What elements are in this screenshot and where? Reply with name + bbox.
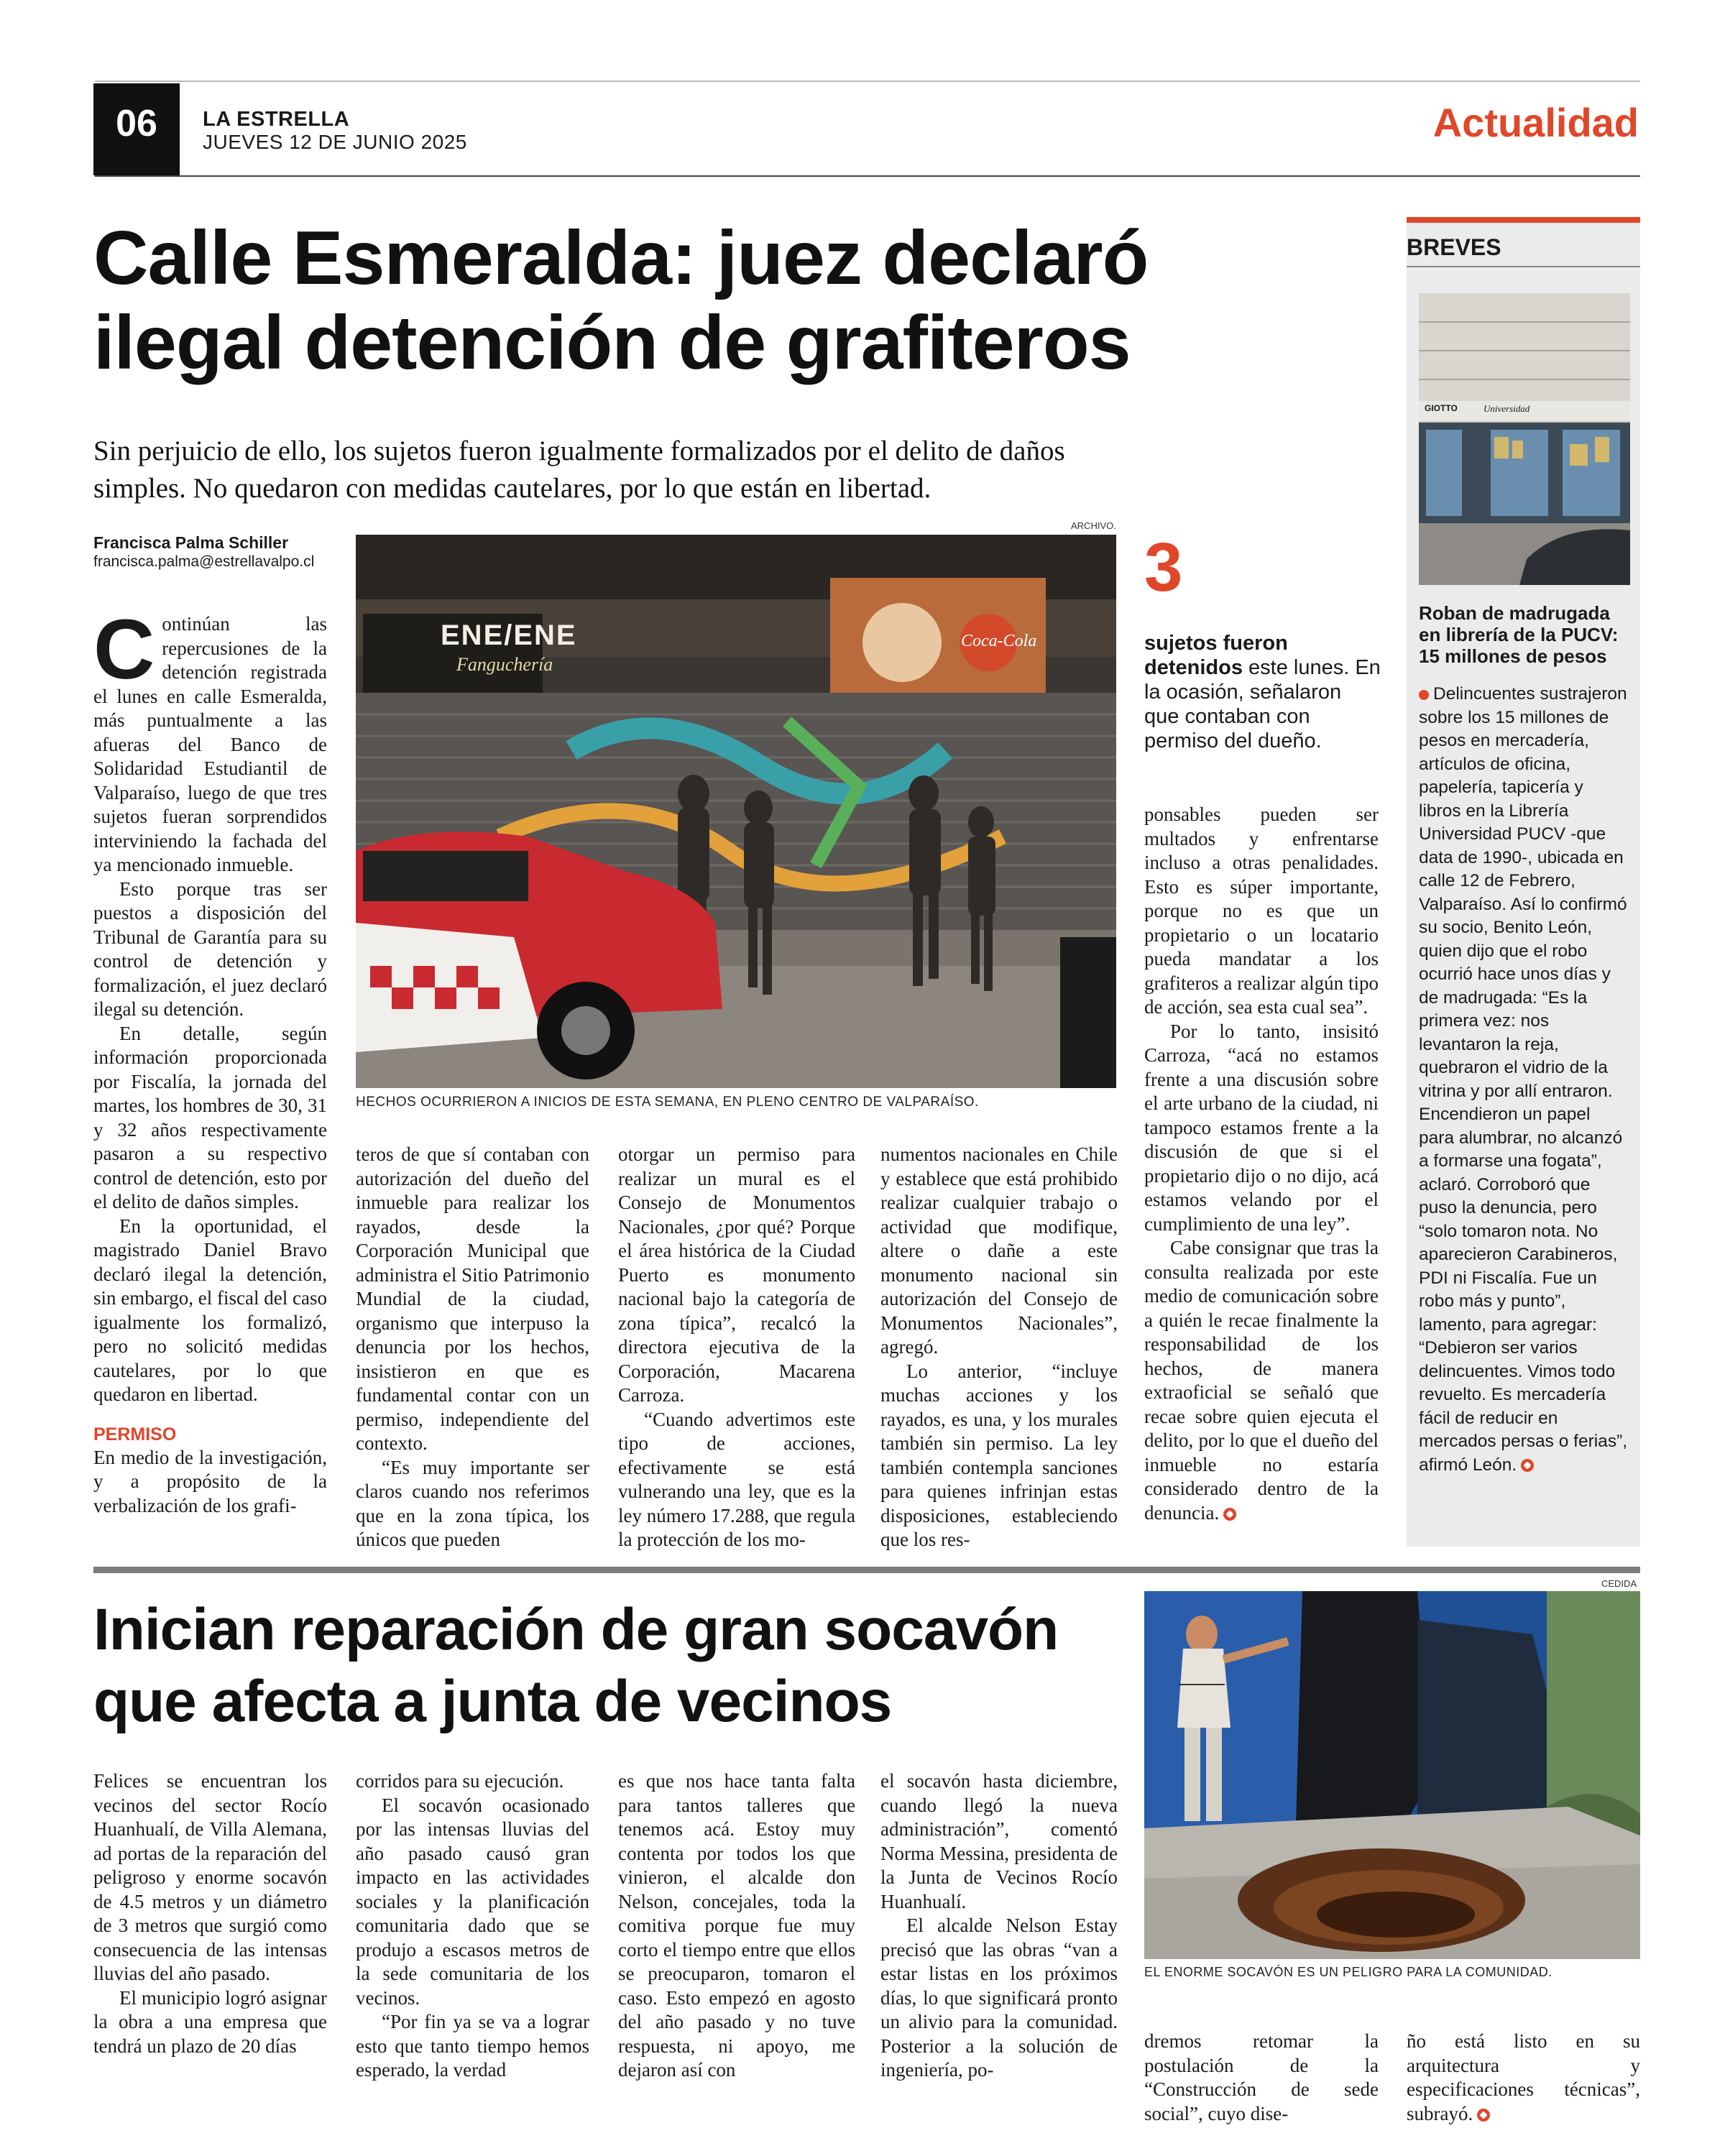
a1-col4-p1: numentos nacionales en Chile y establece que está prohibido realizar cualquier trabajo o actividad que modifique, altere o dañe a este monumento nacional sin autorización del Consejo de Monumentos Nacionales”, agregó.	[880, 1143, 1118, 1358]
stat-text	[1144, 631, 1381, 753]
photo-2	[1144, 1591, 1640, 1959]
headline-1-line1: Calle Esmeralda: juez declaró	[93, 216, 1149, 300]
deck-1-line1: Sin perjuicio de ello, los sujetos fueron igualmente formalizados por el delito de daños	[93, 436, 1065, 466]
author-email: francisca.palma@estrellavalpo.cl	[93, 553, 315, 570]
headline-2	[93, 1594, 1058, 1738]
dropcap: C	[93, 612, 155, 697]
breves-body-text: Delincuentes sustrajeron sobre los 15 millones de pesos en mercadería, artículos de oficina, papelería, tapicería y libros en la Librería Universidad PUCV -que data de 1990-, ubicada en calle 12 de Febrero, Valparaíso. Así lo confirmó su socio, Benito León, quien dijo que el robo ocurrió hace unos días y de madrugada: “Es la primera vez: nos levantaron la reja, quebraron el vidrio de la vitrina y por allí entraron. Encendieron un papel para alumbrar, no alcanzó a formarse una fogata”, aclaró. Corroboró que puso la denuncia, pero “solo tomaron nota. No aparecieron Carabineros, PDI ni Fiscalía. Fue un robo más y punto”, lamento, para agregar: “Debieron ser varios delincuentes. Vimos todo revuelto. Es mercadería fácil de reducir en mercados persas o ferias”, afirmó León.	[1419, 684, 1628, 1475]
article-1-column-4	[880, 1143, 1118, 1560]
a1-col2-p1: teros de que sí contaban con autorización del dueño del inmueble para realizar los rayados, desde la Corporación Municipal que administra el Sitio Patrimonio Mundial de la ciudad, organismo que interpuso la denuncia por los hechos, insistieron en que es fundamental contar con un permiso, independiente del contexto.	[356, 1143, 589, 1454]
headline-2-line2: que afecta a junta de vecinos	[93, 1669, 892, 1734]
photo-1-credit: ARCHIVO.	[1071, 520, 1116, 531]
deck-1	[93, 433, 1065, 507]
breves-end-icon	[1521, 1459, 1534, 1472]
breves-sign-1: GIOTTO	[1425, 403, 1458, 413]
a1-col1-p4: En la oportunidad, el magistrado Daniel Bravo declaró ilegal la detención, sin embargo, el fiscal del caso igualmente los formalizó, pero no solicitó medidas cautelares, por lo que quedaron en libertad.	[93, 1215, 327, 1405]
a2-col4-p1: el socavón hasta diciembre, cuando llegó la nueva administración”, comentó Norma Messina, presidenta de la Junta de Vecinos Rocío Huanhualí.	[880, 1770, 1118, 1912]
photo-2-credit: CEDIDA	[1601, 1578, 1637, 1589]
article-2-column-6	[1407, 2030, 1640, 2145]
section-divider	[93, 1567, 1640, 1573]
bookstore-illustration	[1419, 293, 1630, 585]
article-2-column-4	[880, 1769, 1118, 2143]
a2-col6-p1-text: ño está listo en su arquitectura y especificaciones técnicas”, subrayó.	[1407, 2030, 1640, 2124]
article-1-column-2	[356, 1143, 589, 1560]
photo-1-sign: ENE/ENE	[441, 619, 577, 651]
article-2-column-1	[93, 1769, 327, 2143]
issue-date: JUEVES 12 DE JUNIO 2025	[203, 131, 467, 153]
a2-col5-p1: dremos retomar la postulación de la “Construcción de sede social”, cuyo dise-	[1144, 2030, 1379, 2124]
a2-col1-p1: Felices se encuentran los vecinos del sector Rocío Huanhualí, de Villa Alemana, ad portas de la reparación del peligroso y enorme socavón de 4.5 metros y un diámetro de 3 metros que surgió como consecuencia de las intensas lluvias del año pasado.	[93, 1770, 327, 1984]
section-name: Actualidad	[1432, 100, 1639, 145]
photo-1-sign2: Coca-Cola	[961, 632, 1037, 650]
a2-col4-p2: El alcalde Nelson Estay precisó que las obras “van a estar listas en los próximos días, lo que significará pronto un alivio para la comunidad. Posterior a la solución de ingeniería, po-	[880, 1915, 1118, 2081]
breves-label-rule	[1407, 266, 1640, 267]
page-number: 06	[116, 103, 157, 144]
article-1-column-5	[1144, 803, 1379, 1557]
stat-text-bold: sujetos fueron detenidos	[1144, 632, 1288, 679]
article-2-column-3	[618, 1769, 855, 2143]
article-end-icon	[1223, 1508, 1236, 1521]
photo-1	[356, 535, 1116, 1088]
breves-sign-2: Universidad	[1484, 403, 1530, 414]
a1-col3-p2: “Cuando advertimos este tipo de acciones, efectivamente se está vulnerando una ley, que es la ley número 17.288, que regula la protección de los mo-	[618, 1408, 855, 1550]
breves-photo	[1419, 293, 1630, 585]
headline-1	[93, 216, 1148, 385]
stat-text-rest: este lunes. En la ocasión, señalaron que contaban con permiso del dueño.	[1144, 656, 1381, 752]
a2-col2-p2: El socavón ocasionado por las intensas lluvias del año pasado causó gran impacto en las actividades sociales y la planificación comunitaria dado que se produjo a escasos metros de la sede comunitaria de los vecinos.	[356, 1794, 589, 2009]
a1-col3-p1: otorgar un permiso para realizar un mural es el Consejo de Monumentos Nacionales, ¿por qué? Porque el área histórica de la Ciudad Puerto es monumento nacional bajo la categoría de zona típica”, recalcó la directora ejecutiva de la Corporación, Macarena Carroza.	[618, 1143, 855, 1406]
author-name: Francisca Palma Schiller	[93, 533, 289, 552]
article-2-end-icon	[1477, 2109, 1490, 2122]
headline-2-line1: Inician reparación de gran socavón	[93, 1597, 1059, 1662]
article-2-column-5	[1144, 2030, 1379, 2145]
breves-body	[1419, 683, 1630, 1538]
a2-col3-p1: es que nos hace tanta falta para tantos talleres que tenemos acá. Estoy muy contenta por todos los que vinieron, el alcalde don Nelson, concejales, toda la comitiva porque fue muy corto el tiempo entre que ellos se preocuparon, tomaron el caso. Esto empezó en agosto del año pasado y no tuve respuesta, ni apoyo, me dejaron así con	[618, 1770, 855, 2081]
a1-col4-p2: Lo anterior, “incluye muchas acciones y los rayados, es una, y los murales también sin permiso. La ley también contempla sanciones para quienes infrinjan estas disposiciones, estableciendo que los res-	[880, 1360, 1118, 1550]
breves-label: BREVES	[1407, 234, 1501, 260]
a2-col1-p2: El municipio logró asignar la obra a una empresa que tendrá un plazo de 20 días	[93, 1986, 327, 2057]
deck-1-line2: simples. No quedaron con medidas cautelares, por lo que están en libertad.	[93, 473, 932, 504]
header-bottom-rule	[95, 175, 1640, 177]
a1-col5-p3	[1144, 1236, 1379, 1525]
header-top-rule	[95, 80, 1640, 82]
photo-2-caption: EL ENORME SOCAVÓN ES UN PELIGRO PARA LA COMUNIDAD.	[1144, 1965, 1552, 1979]
paper-name: LA ESTRELLA	[203, 108, 350, 131]
photo-1-caption: HECHOS OCURRIERON A INICIOS DE ESTA SEMANA, EN PLENO CENTRO DE VALPARAÍSO.	[356, 1095, 979, 1110]
article-2-column-2	[356, 1769, 589, 2143]
a1-col1-p5: En medio de la investigación, y a propósito de la verbalización de los grafi-	[93, 1446, 327, 1516]
a1-col1-p1: ontinúan las repercusiones de la detención registrada el lunes en calle Esmeralda, más puntualmente a las afueras del Banco de Solidaridad Estudiantil de Valparaíso, luego de que tres sujetos fueran sorprendidos interviniendo la fachada del ya mencionado inmueble.	[93, 613, 327, 875]
article-1-column-1	[93, 612, 327, 1547]
sinkhole-illustration	[1144, 1591, 1640, 1959]
article-1-column-3	[618, 1143, 855, 1560]
a1-col1-p3: En detalle, según información proporcionada por Fiscalía, la jornada del martes, los hombres de 30, 31 y 32 años respectivamente pasaron a su respectivo control de detención, esto por el delito de daños simples.	[93, 1022, 327, 1212]
street-scene-illustration	[356, 535, 1116, 1088]
photo-1-sign-sub: Fanguchería	[456, 654, 553, 675]
a1-col1-p2: Esto porque tras ser puestos a disposición del Tribunal de Garantía para su control de detención y formalización, el juez declaró ilegal su detención.	[93, 877, 327, 1020]
a2-col2-p3: “Por fin ya se va a lograr esto que tanto tiempo hemos esperado, la verdad	[356, 2011, 589, 2081]
a1-col5-p3-text: Cabe consignar que tras la consulta realizada por este medio de comunicación sobre a quién le recae finalmente la responsabilidad de los hechos, de manera extraoficial se señaló que recae sobre quien ejecuta el delito, por lo que el dueño del inmueble no estaría considerado dentro de la denuncia.	[1144, 1237, 1379, 1524]
breves-headline: Roban de madrugada en librería de la PUCV: 15 millones de pesos	[1419, 602, 1619, 667]
breves-top-rule	[1407, 217, 1640, 223]
headline-1-line2: ilegal detención de grafiteros	[93, 300, 1131, 385]
a1-col5-p2: Por lo tanto, insisitó Carroza, “acá no estamos frente a una discusión sobre el arte urbano de la ciudad, ni tampoco estamos frente a la discusión de que si el propietario dijo o no dijo, acá estamos velando por el cumplimiento de una ley”.	[1144, 1020, 1379, 1235]
stat-number: 3	[1144, 529, 1183, 606]
subhead-permiso: PERMISO	[93, 1424, 177, 1445]
a1-col2-p2: “Es muy importante ser claros cuando nos referimos que en la zona típica, los únicos que pueden	[356, 1456, 589, 1550]
breves-bullet-icon	[1419, 690, 1429, 700]
a2-col6-p1	[1407, 2030, 1640, 2126]
a1-col5-p1: ponsables pueden ser multados y enfrentarse incluso a otras penalidades. Esto es súper importante, porque no es que un propietario o un locatario pueda mandatar a los grafiteros a realizar algún tipo de acción, sea esta cual sea”.	[1144, 803, 1379, 1018]
a2-col2-p1: corridos para su ejecución.	[356, 1770, 564, 1792]
